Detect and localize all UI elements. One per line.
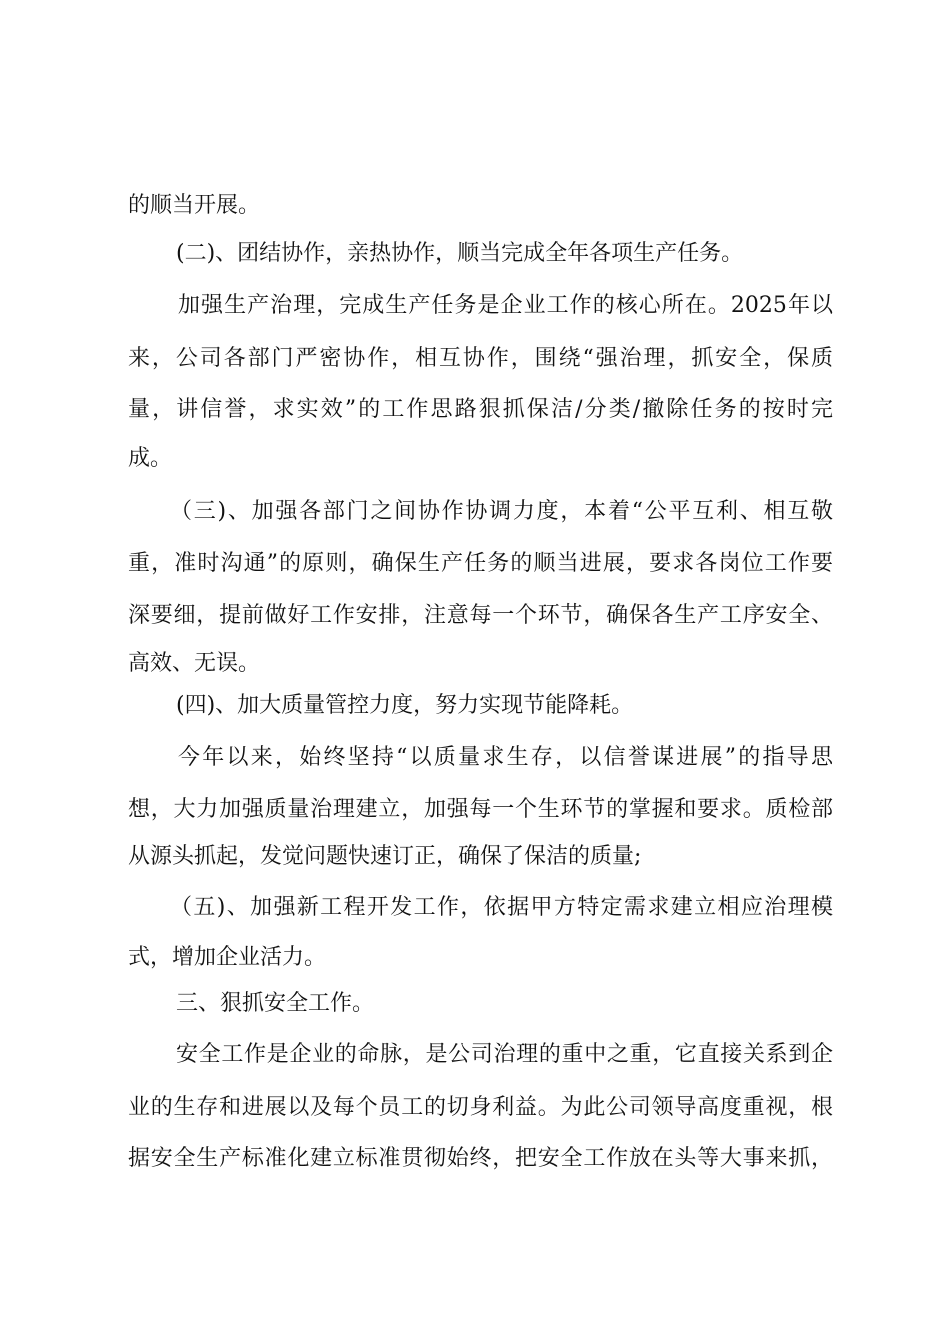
text-line: 安全工作是企业的命脉，是公司治理的重中之重，它直接关系到企: [176, 1042, 833, 1067]
text-line: 成。: [128, 446, 173, 471]
text-line: 加强生产治理，完成生产任务是企业工作的核心所在。2025年以: [178, 293, 833, 318]
section-heading: (二)、团结协作，亲热协作，顺当完成全年各项生产任务。: [176, 241, 744, 266]
text-line: 高效、无误。: [128, 651, 261, 676]
text-line: 来，公司各部门严密协作，相互协作，围绕“强治理，抓安全，保质: [128, 346, 833, 371]
text-line: 今年以来，始终坚持“以质量求生存，以信誉谋进展”的指导思: [178, 745, 833, 770]
text-line: 从源头抓起，发觉问题快速订正，确保了保洁的质量;: [128, 844, 642, 869]
text-line: 想，大力加强质量治理建立，加强每一个生环节的掌握和要求。质检部: [128, 797, 833, 822]
section-heading: （五)、加强新工程开发工作，依据甲方特定需求建立相应治理模: [170, 895, 833, 920]
text-line: 重，准时沟通”的原则，确保生产任务的顺当进展，要求各岗位工作要: [128, 551, 833, 576]
text-line: 深要细，提前做好工作安排，注意每一个环节，确保各生产工序安全、: [128, 603, 833, 628]
text-line: 据安全生产标准化建立标准贯彻始终，把安全工作放在头等大事来抓，: [128, 1146, 833, 1171]
text-line: 业的生存和进展以及每个员工的切身利益。为此公司领导高度重视，根: [128, 1095, 833, 1120]
section-heading: 三、狠抓安全工作。: [176, 991, 375, 1016]
text-line: 式，增加企业活力。: [128, 945, 327, 970]
text-line: 量，讲信誉，求实效”的工作思路狠抓保洁/分类/撤除任务的按时完: [128, 397, 833, 422]
section-heading: (四)、加大质量管控力度，努力实现节能降耗。: [176, 693, 634, 718]
section-heading: （三)、加强各部门之间协作协调力度，本着“公平互利、相互敬: [170, 499, 833, 524]
text-line: 的顺当开展。: [128, 193, 261, 218]
